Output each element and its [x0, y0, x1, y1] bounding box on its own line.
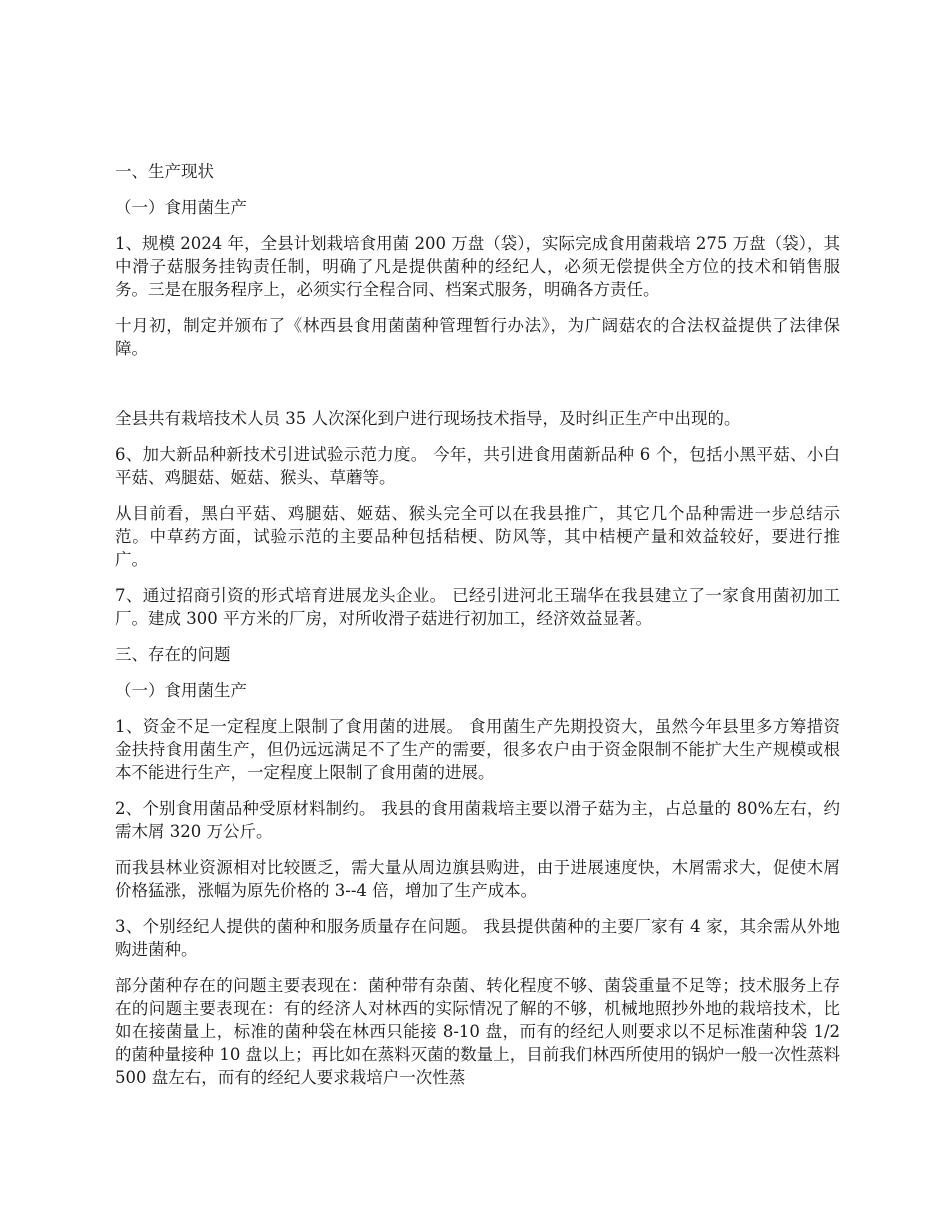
- subheading-edible-fungi-2: （一）食用菌生产: [115, 681, 247, 700]
- heading-production-status: 一、生产现状: [115, 162, 214, 181]
- paragraph-funding: 1、资金不足一定程度上限制了食用菌的进展。 食用菌生产先期投资大，虽然今年县里多方筹措资金扶持食用菌生产，但仍远远满足不了生产的需要，很多农户由于资金限制不能扩大生产规模或根本不能进行生产，一定程度上限制了食用菌的进展。: [115, 717, 840, 782]
- paragraph-sawdust: 而我县林业资源相对比较匮乏，需大量从周边旗县购进，由于进展速度快，木屑需求大，促使木屑价格猛涨，涨幅为原先价格的 3--4 倍，增加了生产成本。: [115, 858, 840, 900]
- heading-problems: 三、存在的问题: [115, 645, 231, 664]
- paragraph-promotion: 从目前看，黑白平菇、鸡腿菇、姬菇、猴头完全可以在我县推广，其它几个品种需进一步总结示范。中草药方面，试验示范的主要品种包括秸梗、防风等，其中桔梗产量和效益较好，要进行推广。: [115, 504, 840, 569]
- paragraph-investment: 7、通过招商引资的形式培育进展龙头企业。 已经引进河北王瑞华在我县建立了一家食用菌初加工厂。建成 300 平方米的厂房，对所收滑子菇进行初加工，经济效益显著。: [115, 586, 840, 628]
- paragraph-technicians: 全县共有栽培技术人员 35 人次深化到户进行现场技术指导，及时纠正生产中出现的。: [115, 409, 741, 428]
- blank-gap: [115, 373, 840, 407]
- subheading-edible-fungi: （一）食用菌生产: [115, 198, 247, 217]
- paragraph-scale: 1、规模 2024 年，全县计划栽培食用菌 200 万盘（袋），实际完成食用菌栽培 275 万盘（袋），其中滑子菇服务挂钩责任制，明确了凡是提供菌种的经纪人，必须无偿提供全方位的技术和销售服务。三是在服务程序上，必须实行全程合同、档案式服务，明确各方责任。: [115, 234, 840, 299]
- document-body: [115, 160, 840, 1102]
- paragraph-quality-issues: 部分菌种存在的问题主要表现在：菌种带有杂菌、转化程度不够、菌袋重量不足等；技术服务上存在的问题主要表现在：有的经济人对林西的实际情况了解的不够，机械地照抄外地的栽培技术，比如在接菌量上，标准的菌种袋在林西只能接 8-10 盘，而有的经纪人则要求以不足标准菌种袋 1/2 的菌种量接种 10 盘以上；再比如在蒸料灭菌的数量上，目前我们林西所使用的锅炉一般一次性蒸料 500 盘左右，而有的经纪人要求栽培户一次性蒸: [115, 976, 840, 1087]
- paragraph-brokers: 3、个别经纪人提供的菌种和服务质量存在问题。 我县提供菌种的主要厂家有 4 家，其余需从外地购进菌种。: [115, 917, 840, 959]
- paragraph-raw-materials: 2、个别食用菌品种受原材料制约。 我县的食用菌栽培主要以滑子菇为主，占总量的 80%左右，约需木屑 320 万公斤。: [115, 799, 840, 841]
- paragraph-regulation: 十月初，制定并颁布了《林西县食用菌菌种管理暂行办法》，为广阔菇农的合法权益提供了法律保障。: [115, 316, 840, 358]
- paragraph-new-varieties: 6、加大新品种新技术引进试验示范力度。 今年，共引进食用菌新品种 6 个，包括小黑平菇、小白平菇、鸡腿菇、姬菇、猴头、草蘑等。: [115, 445, 840, 487]
